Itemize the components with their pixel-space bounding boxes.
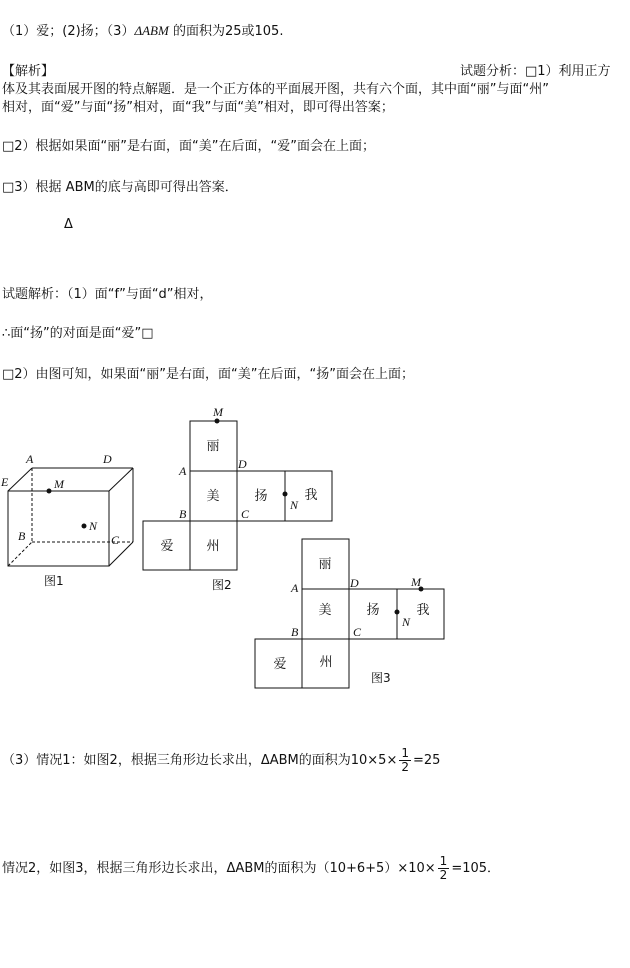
case-2-result: =105． [451, 861, 501, 876]
fig2-face-ai: 爱 [160, 539, 174, 554]
fig1-label-n: N [89, 519, 98, 533]
fig1-label-e: E [1, 475, 9, 489]
fig1-label-m: M [54, 477, 64, 491]
fig3-label-b: B [291, 625, 299, 639]
case-2-fraction-numerator: 1 [439, 854, 448, 868]
solution-case-2 [2, 855, 500, 882]
fig2-point-m [215, 419, 220, 424]
case-2-text: 情况2，如图3，根据三角形边长求出，ΔABM的面积为（10+6+5）×10× [2, 861, 436, 876]
fig2-label-n: N [290, 498, 299, 512]
analysis-line-3: 相对，面“爱”与面“扬”相对，面“我”与面“美”相对，即可得出答案； [2, 100, 394, 115]
case-1-text: （3）情况1：如图2，根据三角形边长求出，ΔABM的面积为10×5× [2, 753, 398, 768]
solution-line-2: ∴面“扬”的对面是面“爱”□ [2, 326, 154, 341]
solution-line-1: 试题解析：（1）面“f”与面“d”相对， [2, 287, 213, 302]
solution-line-3: □2）由图可知，如果面“丽”是右面，面“美”在后面，“扬”面会在上面； [2, 367, 414, 382]
fig3-label-d: D [350, 576, 359, 590]
answer-triangle-symbol: Δ [134, 23, 143, 38]
fig2-label-a: A [179, 464, 187, 478]
case-1-fraction-numerator: 1 [401, 746, 409, 760]
fig2-label-c: C [241, 507, 250, 521]
fig3-face-li: 丽 [318, 557, 332, 572]
fig2-face-mei: 美 [206, 489, 220, 504]
analysis-line-4: □2）根据如果面“丽”是右面，面“美”在后面，“爱”面会在上面； [2, 139, 375, 154]
case-1-fraction [399, 747, 411, 774]
answer-part1: （1）爱；(2)扬；（3） [2, 24, 135, 39]
fig1-caption: 图1 [44, 574, 64, 588]
case-1-result: =25 [412, 753, 441, 768]
fig1-label-c: C [111, 533, 120, 547]
solution-case-1 [2, 747, 440, 774]
fig3-label-a: A [291, 581, 299, 595]
fig3-label-n: N [402, 615, 411, 629]
figures [0, 400, 630, 730]
fig1-point-n [82, 524, 87, 529]
fig1-label-a: A [26, 452, 34, 466]
figure-1-cube [8, 468, 133, 566]
fig2-label-b: B [179, 507, 187, 521]
fig3-label-m: M [411, 575, 421, 589]
fig2-face-zhou: 州 [206, 539, 220, 554]
analysis-tag: 【解析】 [2, 64, 55, 79]
fig3-face-zhou: 州 [319, 655, 333, 670]
fig2-label-m: M [213, 405, 223, 419]
fig2-caption: 图2 [212, 578, 232, 592]
analysis-heading: 试题分析：□1）利用正方 [460, 64, 611, 79]
fig1-label-d: D [103, 452, 112, 466]
fig1-point-m [47, 489, 52, 494]
fig3-caption: 图3 [371, 671, 391, 685]
fig3-point-n [395, 610, 400, 615]
case-2-fraction [438, 855, 450, 882]
fig3-face-yang: 扬 [366, 603, 380, 618]
answer-part2: 的面积为25或105. [168, 24, 284, 39]
fig2-face-wo: 我 [304, 488, 318, 503]
stray-triangle-symbol: Δ [64, 217, 73, 232]
fig2-point-n [283, 492, 288, 497]
case-2-fraction-denominator: 2 [439, 868, 448, 882]
fig3-face-mei: 美 [318, 603, 332, 618]
fig2-label-d: D [238, 457, 247, 471]
fig3-face-wo: 我 [416, 603, 430, 618]
case-1-fraction-denominator: 2 [401, 760, 409, 774]
fig1-label-b: B [18, 529, 26, 543]
fig3-label-c: C [353, 625, 362, 639]
fig2-face-li: 丽 [206, 439, 220, 454]
answer-triangle-name: ABM [142, 23, 169, 38]
fig2-face-yang: 扬 [254, 489, 268, 504]
analysis-line-5: □3）根据 ABM的底与高即可得出答案． [2, 180, 238, 195]
fig3-face-ai: 爱 [273, 657, 287, 672]
analysis-line-2: 体及其表面展开图的特点解题．是一个正方体的平面展开图，共有六个面，其中面“丽”与面“州” [2, 82, 549, 97]
answer-line [2, 22, 283, 41]
